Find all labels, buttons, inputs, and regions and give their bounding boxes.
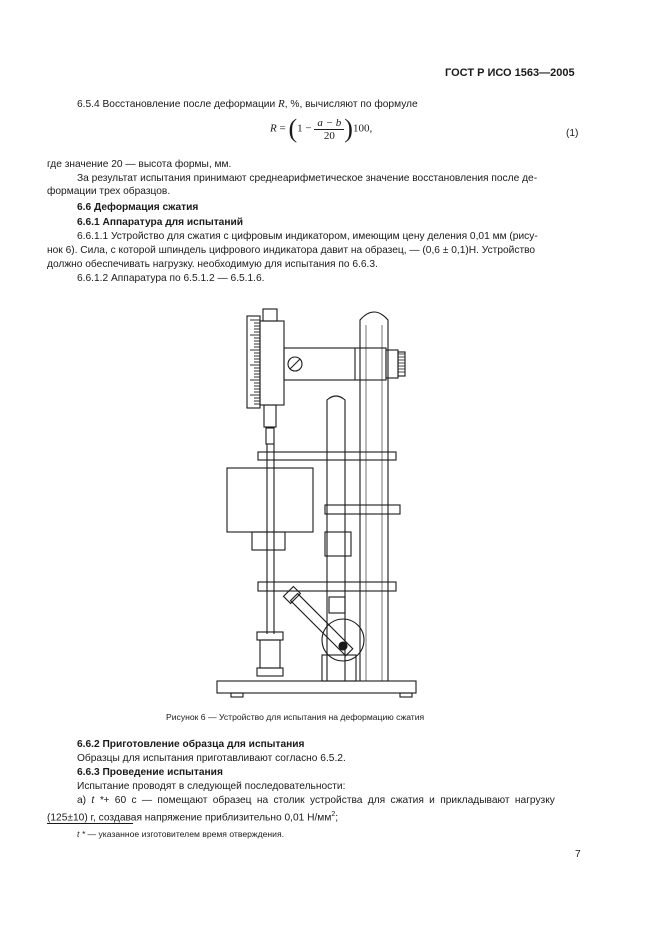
formula-one: 1 — [297, 122, 303, 135]
formula-paren-left: ( — [288, 114, 298, 143]
footnote — [77, 828, 284, 841]
paragraph-6611-line-1: 6.6.1.1 Устройство для сжатия с цифровым индикатором, имеющим цену деления 0,01 мм (рису- — [77, 231, 538, 242]
heading-663: 6.6.3 Проведение испытания — [77, 767, 223, 778]
item-a-prefix: а) — [77, 795, 92, 806]
paragraph-654 — [77, 98, 418, 111]
indicator-scale — [247, 316, 260, 408]
item-a-rest: + 60 с — помещают образец на столик устройства для сжатия и прикладывают нагрузку — [103, 795, 555, 806]
formula-recovery — [270, 116, 372, 148]
heading-662: 6.6.2 Приготовление образца для испытания — [77, 739, 305, 750]
item-a-line-2 — [47, 808, 338, 824]
paragraph-6611-line-2: нок 6). Сила, с которой шпиндель цифрового индикатора давит на образец, — (0,6 ± 0,1)Н. Устройство — [47, 245, 536, 256]
formula-paren-right: ) — [344, 114, 353, 143]
item-a-end: ; — [335, 812, 339, 824]
item-a-sup: 2 — [331, 811, 336, 818]
result-line-1: За результат испытания принимают среднеарифметическое значение восстановления после де- — [77, 173, 538, 184]
paragraph-6612: 6.6.1.2 Аппаратура по 6.5.1.2 — 6.5.1.6. — [77, 273, 265, 284]
main-column — [360, 312, 388, 681]
formula-minus: − — [305, 122, 312, 135]
load-box — [227, 468, 313, 532]
footnote-var: t * — [77, 829, 86, 839]
item-a-stress: (125±10) г, создавая напряжение приблизительно 0,01 Н/мм — [47, 812, 332, 824]
result-line-2: формации трех образцов. — [47, 186, 171, 197]
document-code: ГОСТ Р ИСО 1563—2005 — [445, 67, 575, 79]
base-plate — [217, 681, 416, 693]
footnote-text: — указанное изготовителем время отверждения. — [85, 829, 285, 839]
arm-screw — [288, 357, 302, 371]
formula-denominator: 20 — [323, 129, 335, 142]
item-a-var: t * — [91, 795, 104, 806]
formula-number: (1) — [566, 128, 579, 139]
figure-caption: Рисунок 6 — Устройство для испытания на деформацию сжатия — [166, 712, 425, 722]
wheel — [322, 619, 364, 661]
page-number: 7 — [575, 849, 581, 860]
indicator-body — [260, 321, 284, 405]
formula-fraction — [314, 117, 344, 142]
upper-crossbar — [258, 452, 396, 460]
item-a-line-1 — [77, 794, 555, 807]
paragraph-663: Испытание проводят в следующей последовательности: — [77, 781, 346, 792]
indicator-arm — [284, 348, 386, 380]
secondary-post — [327, 396, 345, 681]
lower-crossbar — [258, 582, 396, 591]
paragraph-654-intro: 6.5.4 Восстановление после деформации — [77, 99, 276, 110]
knob-knurl — [398, 354, 405, 372]
formula-tail: 100, — [352, 122, 373, 135]
indicator-scale-ticks — [250, 320, 260, 404]
formula-eq: = — [279, 122, 286, 135]
var-r: R — [278, 98, 285, 110]
lever — [283, 586, 354, 657]
formula-where: где значение 20 — высота формы, мм. — [47, 159, 232, 170]
footnote-rule — [47, 823, 133, 824]
paragraph-6611-line-3: должно обеспечивать нагрузку. необходимую для испытания по 6.6.3. — [47, 259, 378, 270]
heading-661: 6.6.1 Аппаратура для испытаний — [77, 217, 244, 228]
paragraph-654-tail: , %, вычисляют по формуле — [284, 99, 418, 110]
paragraph-662: Образцы для испытания приготавливают согласно 6.5.2. — [77, 753, 346, 764]
formula-lhs: R — [270, 122, 277, 135]
heading-66: 6.6 Деформация сжатия — [77, 202, 199, 213]
formula-numerator: a − b — [314, 117, 344, 130]
